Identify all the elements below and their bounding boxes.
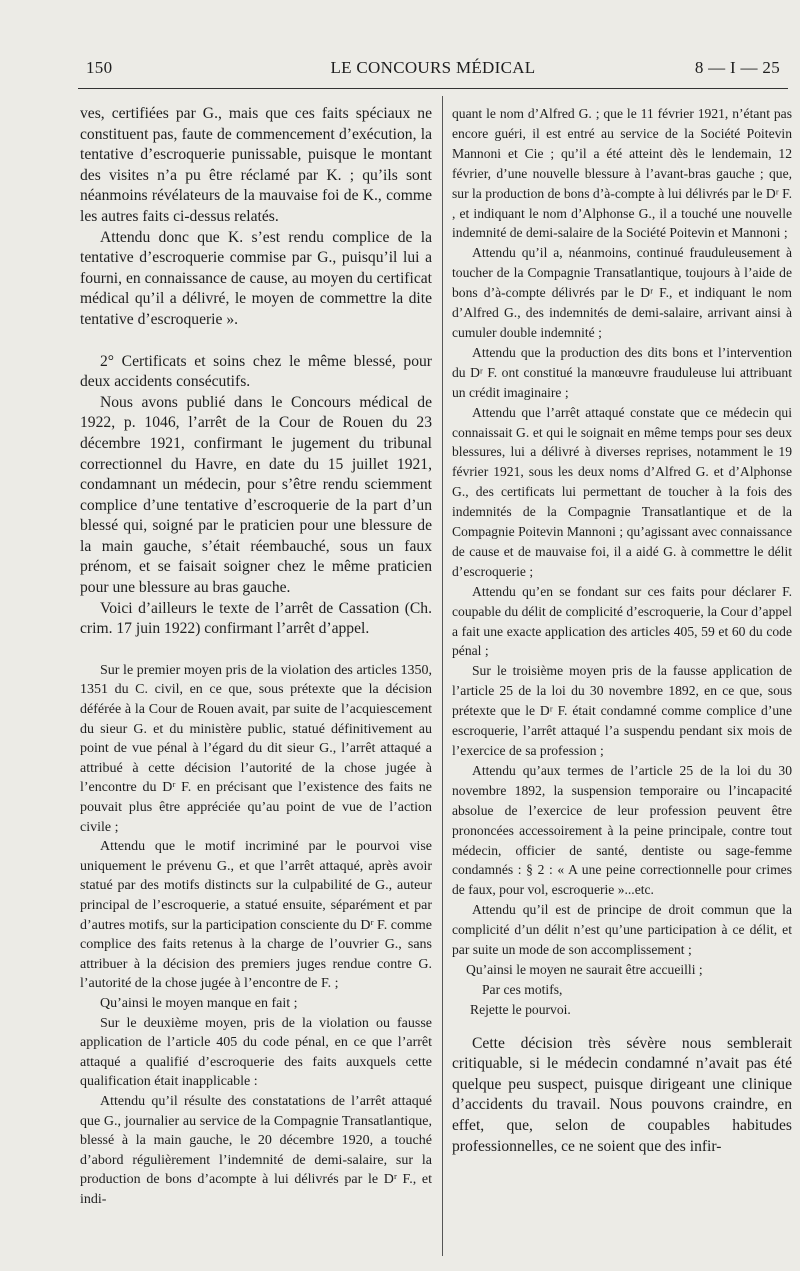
- paragraph: Attendu que l’arrêt attaqué constate que ce médecin qui connaissait G. et qui le soignait en même temps pour ses deux blessures, lui a délivré à diverses reprises, notamment le 19 février 1921, sous les deux noms d’Alfred G. et d’Alphonse G., des certificats lui permettant de toucher à la fois des indemnités de la Compagnie Transatlantique et de la Compagnie Poitevin Mannoni ; qu’agissant avec connaissance de cause et de mauvaise foi, il a aidé G. à commettre le délit d’escroquerie ;: [452, 404, 792, 579]
- running-header: [86, 58, 780, 84]
- paragraph: Attendu qu’il est de principe de droit commun que la complicité d’un délit n’est qu’une participation à ce délit, et par suite un mode de son accomplissement ;: [452, 902, 792, 958]
- paragraph: quant le nom d’Alfred G. ; que le 11 février 1921, n’étant pas encore guéri, il est entré au service de la Société Poitevin Mannoni et Cie ; qu’il a été atteint dès le lendemain, 12 février, d’une nouvelle blessure à l’avant-bras gauche ; que, sur la production de bons d’à-compte à lui délivrés par le Dʳ F. , et indiquant le nom d’Alphonse G., il a touché une nouvelle indemnité de demi-salaire de la Société Poitevin et Mannoni ;: [452, 106, 792, 241]
- paragraph: Attendu que la production des dits bons et l’intervention du Dʳ F. ont constitué la manœuvre frauduleuse lui attribuant un crédit imaginaire ;: [452, 344, 792, 400]
- paragraph: Cette décision très sévère nous semblerait critiquable, si le médecin condamné n’avait pas été quelque peu suspect, puisque dirigeant une clinique d’accidents du travail. Nous pouvons craindre, en effet, que, selon de coupables habitudes professionnelles, ce ne soient que des infir-: [452, 1034, 792, 1155]
- paragraph: ves, certifiées par G., mais que ces faits spéciaux ne constituent pas, faute de commencement d’exécution, la tentative d’escroquerie punissable, puisque le montant des visites n’a pu être réclamé par K. ; qu’ils sont néanmoins révélateurs de la mauvaise foi de K., comme les autres faits ci-dessus relatés.: [80, 105, 432, 225]
- paragraph: Qu’ainsi le moyen ne saurait être accueilli ;: [466, 961, 703, 977]
- paragraph: Sur le premier moyen pris de la violation des articles 1350, 1351 du C. civil, en ce que, sous prétexte que la décision déférée à la Cour de Rouen avait, par suite de l’acquiescement du sieur G. et du ministère public, statué définitivement au point de vue pénal à l’égard du dit sieur G., l’arrêt attaqué a attribué à cette décision l’autorité de la chose jugée à l’encontre du Dʳ F. en précisant que l’existence des faits ne pouvait plus être appréciée qu’au point de vue de l’action civile ;: [80, 662, 432, 835]
- paragraph: Attendu qu’il a, néanmoins, continué frauduleusement à toucher de la Compagnie Transatlantique, toujours à l’aide de bons d’à-compte délivrés par le Dʳ F., et indiquant le nom d’Alfred G., des indemnités de demi-salaire, arrivant ainsi à cumuler double indemnité ;: [452, 245, 792, 340]
- section-heading: 2° Certificats et soins chez le même blessé, pour deux accidents consécutifs.: [80, 352, 432, 391]
- paragraph: Qu’ainsi le moyen manque en fait ;: [100, 995, 298, 1011]
- paragraph: Sur le troisième moyen pris de la fausse application de l’article 25 de la loi du 30 novembre 1892, en ce que, sous prétexte que le Dʳ F. était condamné comme complice d’une escroquerie, l’arrêt attaqué l’a suspendu pendant six mois de l’exercice de sa profession ;: [452, 663, 792, 758]
- issue-date: 8 — I — 25: [694, 58, 780, 77]
- column-divider: [442, 96, 443, 1256]
- header-rule: [78, 88, 788, 89]
- journal-title: LE CONCOURS MÉDICAL: [330, 58, 536, 77]
- paragraph: Par ces motifs,: [482, 981, 563, 997]
- paragraph: Voici d’ailleurs le texte de l’arrêt de Cassation (Ch. crim. 17 juin 1922) confirmant l’arrêt d’appel.: [80, 599, 432, 638]
- paragraph: Nous avons publié dans le Concours médical de 1922, p. 1046, l’arrêt de la Cour de Rouen du 23 décembre 1921, confirmant le jugement du tribunal correctionnel du Havre, en date du 15 juillet 1921, condamnant un médecin, pour s’être rendu sciemment complice d’une tentative d’escroquerie de la part d’un blessé qui, soigné par le praticien pour une blessure de la main gauche, s’était réembauché, sous un faux prénom, et se faisait soigner chez le même praticien pour une blessure au bras gauche.: [80, 393, 432, 597]
- paragraph: Sur le deuxième moyen, pris de la violation ou fausse application de l’article 405 du code pénal, en ce que l’arrêt attaqué a qualifié d’escroquerie des faits auxquels cette qualification était inapplicable :: [80, 1015, 432, 1090]
- paragraph: Attendu qu’il résulte des constatations de l’arrêt attaqué que G., journalier au service de la Compagnie Transatlantique, blessé à la main gauche, le 20 décembre 1920, a touché d’abord régulièrement l’indemnité de demi-salaire, sur la production de bons d’acompte à lui délivrés par le Dʳ F., et indi-: [80, 1093, 432, 1207]
- paragraph: Attendu donc que K. s’est rendu complice de la tentative d’escroquerie commise par G., puisqu’il lui a fourni, en connaissance de cause, au moyen du certificat médical qu’il a délivré, le moyen de commettre la dite tentative d’escroquerie ».: [80, 228, 432, 328]
- right-column: [452, 104, 792, 1157]
- page-number: 150: [86, 58, 113, 77]
- paragraph: Attendu qu’en se fondant sur ces faits pour déclarer F. coupable du délit de complicité d’escroquerie, la Cour d’appel a fait une exacte application des articles 405, 59 et 60 du code pénal ;: [452, 583, 792, 659]
- left-column: [80, 104, 432, 1209]
- paragraph: Attendu qu’aux termes de l’article 25 de la loi du 30 novembre 1892, la suspension temporaire ou l’incapacité absolue de l’exercice de leur profession peuvent être prononcées accessoirement à la peine principale, contre tout médecin, officier de santé, dentiste ou sage-femme condamnés : § 2 : « A une peine correctionnelle pour crimes de faux, pour vol, escroquerie »...etc.: [452, 762, 792, 898]
- paragraph: Rejette le pourvoi.: [470, 1001, 571, 1017]
- paragraph: Attendu que le motif incriminé par le pourvoi vise uniquement le prévenu G., et que l’arrêt attaqué, après avoir statué par des motifs distincts sur la culpabilité de G., auteur principal de l’escroquerie, a statué ensuite, séparément et par d’autres motifs, sur la participation consciente du Dʳ F. comme complice des faits retenus à la charge de l’ouvrier G., sans attribuer à la décision des premiers juges rendue contre G. l’autorité de la chose jugée à l’encontre de F. ;: [80, 839, 432, 992]
